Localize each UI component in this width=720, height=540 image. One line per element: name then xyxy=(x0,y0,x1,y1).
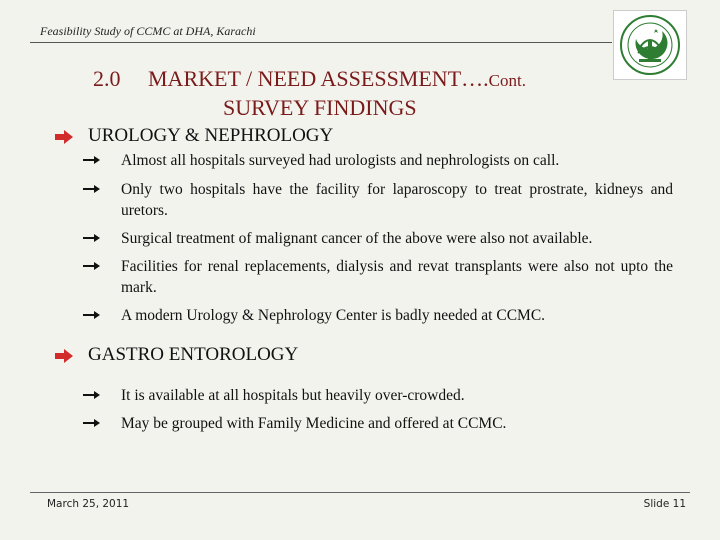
list-item xyxy=(121,179,673,221)
list-item xyxy=(121,413,673,434)
title-cont: Cont. xyxy=(488,71,526,90)
slide-number: Slide 11 xyxy=(643,498,686,510)
slide-subtitle: SURVEY FINDINGS xyxy=(223,95,417,120)
title-number: 2.0 xyxy=(93,66,121,91)
list-item xyxy=(121,150,673,171)
section-arrow-icon xyxy=(55,349,73,363)
title-main: MARKET / NEED ASSESSMENT…. xyxy=(148,66,489,91)
list-item xyxy=(121,305,673,326)
dha-emblem-icon xyxy=(614,11,686,79)
section-heading-label: GASTRO ENTOROLOGY xyxy=(88,344,299,365)
footer-date: March 25, 2011 xyxy=(47,498,130,510)
bullet-text: Surgical treatment of malignant cancer of the above were also not available. xyxy=(121,230,593,247)
bullet-text: It is available at all hospitals but heavily over-crowded. xyxy=(121,387,465,404)
bullet-text: Facilities for renal replacements, dialysis and revat transplants were also not upto the mark. xyxy=(121,258,673,296)
bullet-text: A modern Urology & Nephrology Center is badly needed at CCMC. xyxy=(121,307,546,324)
header-divider xyxy=(30,42,612,43)
logo xyxy=(613,10,687,80)
list-item xyxy=(121,256,673,298)
bullet-text: Almost all hospitals surveyed had urologists and nephrologists on call. xyxy=(121,152,560,169)
bullet-arrow-icon xyxy=(83,259,101,273)
bullet-text: Only two hospitals have the facility for laparoscopy to treat prostrate, kidneys and uretors. xyxy=(121,181,673,219)
bullet-arrow-icon xyxy=(83,416,101,430)
list-item xyxy=(121,228,673,249)
slide-title xyxy=(93,66,526,92)
bullet-arrow-icon xyxy=(83,231,101,245)
bullet-arrow-icon xyxy=(83,153,101,167)
bullet-arrow-icon xyxy=(83,182,101,196)
footer-divider xyxy=(30,492,690,493)
section-heading-label: UROLOGY & NEPHROLOGY xyxy=(88,125,334,146)
bullet-arrow-icon xyxy=(83,308,101,322)
section-arrow-icon xyxy=(55,130,73,144)
header-text: Feasibility Study of CCMC at DHA, Karachi xyxy=(40,24,256,38)
list-item xyxy=(121,385,673,406)
bullet-arrow-icon xyxy=(83,388,101,402)
bullet-text: May be grouped with Family Medicine and offered at CCMC. xyxy=(121,415,507,432)
